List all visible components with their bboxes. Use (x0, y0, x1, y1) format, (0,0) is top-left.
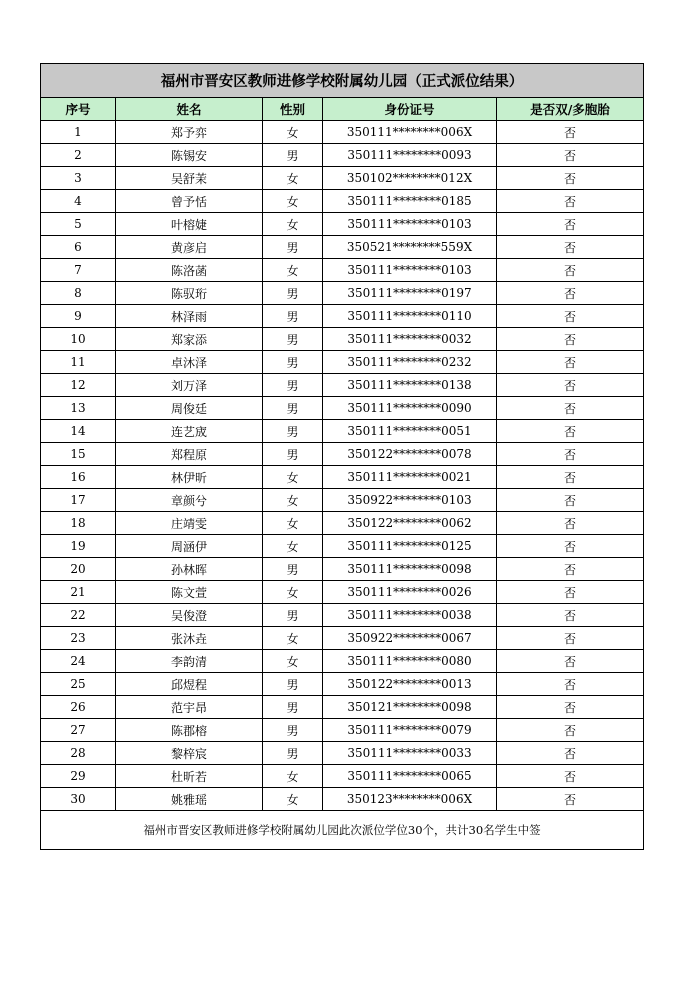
student-gender: 男 (263, 351, 323, 374)
row-index: 23 (41, 627, 116, 650)
student-gender: 女 (263, 581, 323, 604)
twins-flag: 否 (497, 351, 644, 374)
title-row (41, 64, 644, 98)
student-gender: 男 (263, 742, 323, 765)
table-row (41, 650, 644, 673)
twins-flag: 否 (497, 512, 644, 535)
twins-flag: 否 (497, 397, 644, 420)
student-gender: 男 (263, 236, 323, 259)
twins-flag: 否 (497, 696, 644, 719)
student-name: 郑予弈 (116, 121, 263, 144)
header-index: 序号 (41, 98, 116, 121)
row-index: 24 (41, 650, 116, 673)
student-id-number: 350111********0110 (323, 305, 497, 328)
row-index: 26 (41, 696, 116, 719)
row-index: 17 (41, 489, 116, 512)
student-id-number: 350111********0125 (323, 535, 497, 558)
student-gender: 女 (263, 466, 323, 489)
row-index: 13 (41, 397, 116, 420)
student-name: 黄彦启 (116, 236, 263, 259)
row-index: 8 (41, 282, 116, 305)
student-id-number: 350111********0138 (323, 374, 497, 397)
student-gender: 男 (263, 397, 323, 420)
student-id-number: 350521********559X (323, 236, 497, 259)
student-id-number: 350122********0078 (323, 443, 497, 466)
twins-flag: 否 (497, 673, 644, 696)
table-row (41, 190, 644, 213)
twins-flag: 否 (497, 650, 644, 673)
row-index: 30 (41, 788, 116, 811)
student-name: 陈文萱 (116, 581, 263, 604)
table-row (41, 374, 644, 397)
student-gender: 男 (263, 420, 323, 443)
table-row (41, 604, 644, 627)
student-name: 林泽雨 (116, 305, 263, 328)
row-index: 19 (41, 535, 116, 558)
student-id-number: 350111********0090 (323, 397, 497, 420)
row-index: 16 (41, 466, 116, 489)
student-gender: 男 (263, 443, 323, 466)
student-id-number: 350111********0232 (323, 351, 497, 374)
student-name: 孙林晖 (116, 558, 263, 581)
student-name: 刘万泽 (116, 374, 263, 397)
student-name: 陈驭珩 (116, 282, 263, 305)
student-gender: 男 (263, 558, 323, 581)
row-index: 7 (41, 259, 116, 282)
header-name: 姓名 (116, 98, 263, 121)
student-id-number: 350111********0197 (323, 282, 497, 305)
student-name: 连艺宬 (116, 420, 263, 443)
student-id-number: 350111********0033 (323, 742, 497, 765)
table-row (41, 213, 644, 236)
row-index: 22 (41, 604, 116, 627)
table-row (41, 742, 644, 765)
twins-flag: 否 (497, 535, 644, 558)
header-id-number: 身份证号 (323, 98, 497, 121)
student-gender: 男 (263, 673, 323, 696)
student-gender: 女 (263, 627, 323, 650)
student-name: 章颜兮 (116, 489, 263, 512)
table-row (41, 282, 644, 305)
student-id-number: 350111********0093 (323, 144, 497, 167)
student-name: 吴舒茉 (116, 167, 263, 190)
table-row (41, 328, 644, 351)
student-gender: 男 (263, 305, 323, 328)
student-name: 邱煜程 (116, 673, 263, 696)
twins-flag: 否 (497, 742, 644, 765)
footer-note: 福州市晋安区教师进修学校附属幼儿园此次派位学位30个，共计30名学生中签 (41, 811, 644, 850)
student-id-number: 350111********0103 (323, 213, 497, 236)
row-index: 21 (41, 581, 116, 604)
table-row (41, 558, 644, 581)
twins-flag: 否 (497, 489, 644, 512)
result-table (40, 63, 644, 850)
student-name: 周俊廷 (116, 397, 263, 420)
student-id-number: 350121********0098 (323, 696, 497, 719)
twins-flag: 否 (497, 374, 644, 397)
twins-flag: 否 (497, 305, 644, 328)
student-name: 杜昕若 (116, 765, 263, 788)
row-index: 14 (41, 420, 116, 443)
student-gender: 女 (263, 765, 323, 788)
table-row (41, 144, 644, 167)
student-name: 庄靖雯 (116, 512, 263, 535)
student-id-number: 350123********006X (323, 788, 497, 811)
student-gender: 男 (263, 328, 323, 351)
table-row (41, 121, 644, 144)
twins-flag: 否 (497, 144, 644, 167)
twins-flag: 否 (497, 581, 644, 604)
student-name: 卓沐泽 (116, 351, 263, 374)
student-name: 周涵伊 (116, 535, 263, 558)
twins-flag: 否 (497, 213, 644, 236)
student-name: 张沐垚 (116, 627, 263, 650)
table-row (41, 673, 644, 696)
student-gender: 男 (263, 374, 323, 397)
table-row (41, 397, 644, 420)
student-id-number: 350111********0051 (323, 420, 497, 443)
row-index: 29 (41, 765, 116, 788)
twins-flag: 否 (497, 420, 644, 443)
table-body (41, 121, 644, 811)
row-index: 20 (41, 558, 116, 581)
student-name: 林伊昕 (116, 466, 263, 489)
row-index: 12 (41, 374, 116, 397)
student-id-number: 350111********006X (323, 121, 497, 144)
student-name: 曾予恬 (116, 190, 263, 213)
student-gender: 女 (263, 259, 323, 282)
row-index: 27 (41, 719, 116, 742)
table-row (41, 236, 644, 259)
student-name: 陈洛菡 (116, 259, 263, 282)
table-row (41, 535, 644, 558)
student-id-number: 350111********0026 (323, 581, 497, 604)
table-row (41, 788, 644, 811)
twins-flag: 否 (497, 259, 644, 282)
student-gender: 女 (263, 650, 323, 673)
row-index: 4 (41, 190, 116, 213)
twins-flag: 否 (497, 765, 644, 788)
table-row (41, 167, 644, 190)
student-id-number: 350111********0032 (323, 328, 497, 351)
table-title: 福州市晋安区教师进修学校附属幼儿园（正式派位结果） (41, 64, 644, 98)
student-id-number: 350111********0185 (323, 190, 497, 213)
student-id-number: 350111********0038 (323, 604, 497, 627)
table-row (41, 420, 644, 443)
table-row (41, 765, 644, 788)
row-index: 9 (41, 305, 116, 328)
table-row (41, 466, 644, 489)
table-row (41, 489, 644, 512)
twins-flag: 否 (497, 190, 644, 213)
student-gender: 男 (263, 282, 323, 305)
footer-row (41, 811, 644, 850)
student-id-number: 350122********0062 (323, 512, 497, 535)
student-name: 姚雅瑶 (116, 788, 263, 811)
table-row (41, 581, 644, 604)
row-index: 2 (41, 144, 116, 167)
student-gender: 女 (263, 213, 323, 236)
student-gender: 男 (263, 696, 323, 719)
row-index: 15 (41, 443, 116, 466)
student-gender: 女 (263, 167, 323, 190)
table-row (41, 719, 644, 742)
header-gender: 性别 (263, 98, 323, 121)
row-index: 28 (41, 742, 116, 765)
student-name: 叶榕婕 (116, 213, 263, 236)
student-name: 郑家添 (116, 328, 263, 351)
twins-flag: 否 (497, 236, 644, 259)
row-index: 10 (41, 328, 116, 351)
student-gender: 女 (263, 489, 323, 512)
student-gender: 女 (263, 535, 323, 558)
twins-flag: 否 (497, 282, 644, 305)
twins-flag: 否 (497, 167, 644, 190)
row-index: 6 (41, 236, 116, 259)
table-row (41, 696, 644, 719)
student-id-number: 350111********0065 (323, 765, 497, 788)
table-row (41, 351, 644, 374)
student-name: 郑程原 (116, 443, 263, 466)
row-index: 3 (41, 167, 116, 190)
student-name: 陈郡榕 (116, 719, 263, 742)
header-row (41, 98, 644, 121)
table-row (41, 627, 644, 650)
table-row (41, 259, 644, 282)
row-index: 5 (41, 213, 116, 236)
table-row (41, 512, 644, 535)
student-id-number: 350111********0079 (323, 719, 497, 742)
twins-flag: 否 (497, 788, 644, 811)
twins-flag: 否 (497, 121, 644, 144)
student-id-number: 350111********0103 (323, 259, 497, 282)
row-index: 11 (41, 351, 116, 374)
student-id-number: 350111********0080 (323, 650, 497, 673)
table-row (41, 305, 644, 328)
student-gender: 男 (263, 144, 323, 167)
student-id-number: 350922********0067 (323, 627, 497, 650)
row-index: 18 (41, 512, 116, 535)
row-index: 25 (41, 673, 116, 696)
student-id-number: 350111********0021 (323, 466, 497, 489)
header-twins: 是否双/多胞胎 (497, 98, 644, 121)
student-id-number: 350122********0013 (323, 673, 497, 696)
student-id-number: 350111********0098 (323, 558, 497, 581)
student-gender: 女 (263, 121, 323, 144)
table-row (41, 443, 644, 466)
student-gender: 男 (263, 719, 323, 742)
student-name: 吴俊澄 (116, 604, 263, 627)
student-name: 黎梓宸 (116, 742, 263, 765)
student-gender: 女 (263, 512, 323, 535)
student-id-number: 350102********012X (323, 167, 497, 190)
twins-flag: 否 (497, 719, 644, 742)
twins-flag: 否 (497, 443, 644, 466)
student-id-number: 350922********0103 (323, 489, 497, 512)
student-name: 李韵清 (116, 650, 263, 673)
student-gender: 女 (263, 190, 323, 213)
twins-flag: 否 (497, 328, 644, 351)
row-index: 1 (41, 121, 116, 144)
student-gender: 女 (263, 788, 323, 811)
twins-flag: 否 (497, 627, 644, 650)
student-name: 范宇昂 (116, 696, 263, 719)
twins-flag: 否 (497, 558, 644, 581)
student-name: 陈锡安 (116, 144, 263, 167)
twins-flag: 否 (497, 466, 644, 489)
student-gender: 男 (263, 604, 323, 627)
twins-flag: 否 (497, 604, 644, 627)
